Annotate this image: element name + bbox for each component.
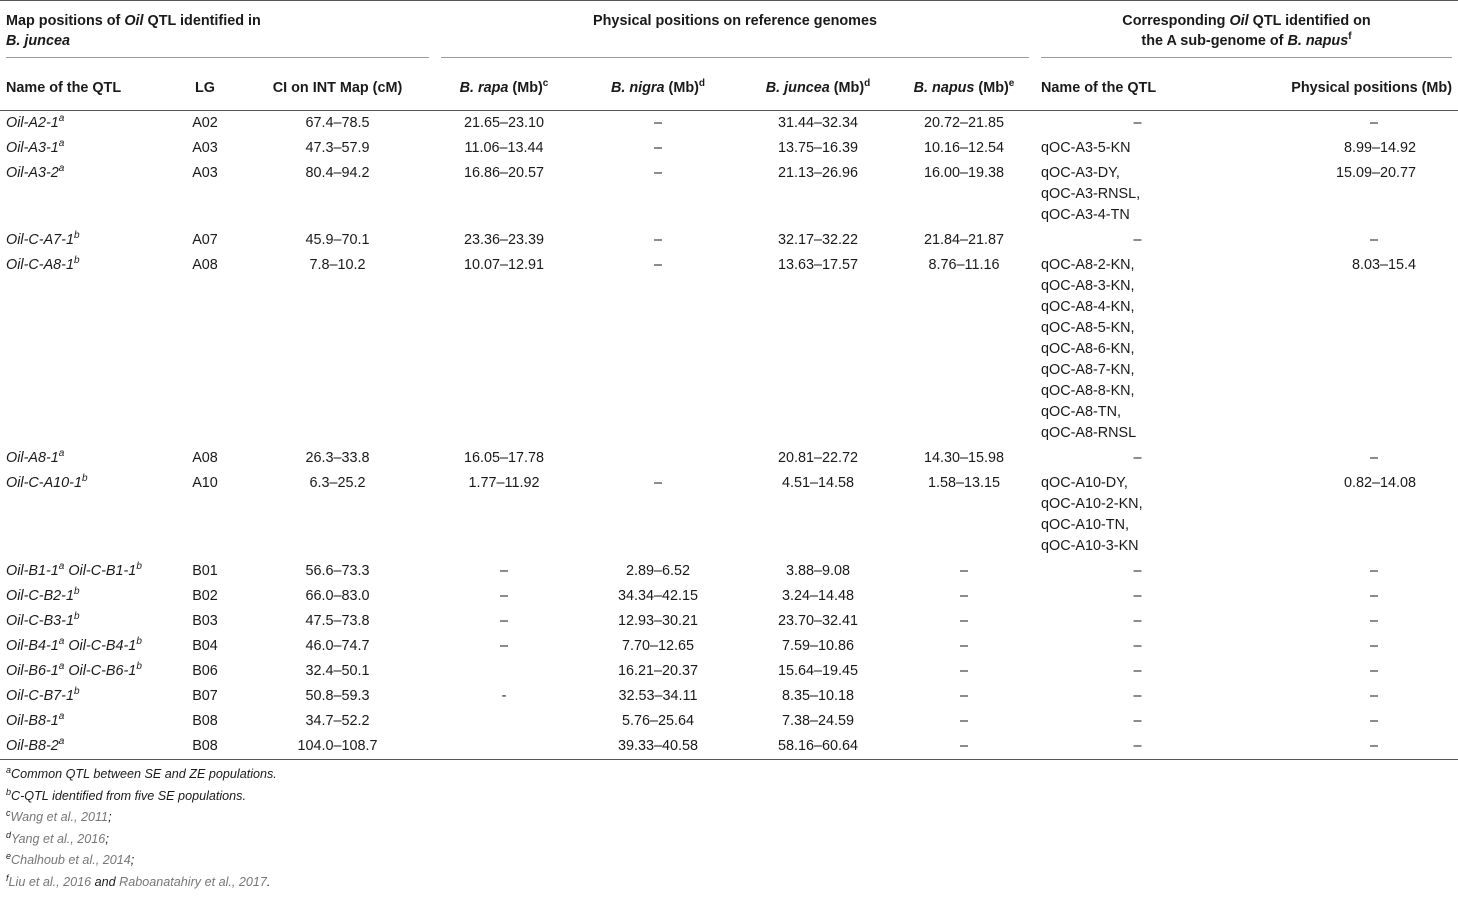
napus-qtl-name: qOC-A8-4-KN, — [1041, 299, 1135, 315]
napus-qtl-name: qOC-A8-RNSL — [1041, 425, 1137, 441]
cell-phys: – — [1369, 115, 1378, 131]
qtl-name: Oil-C-B1-1 — [68, 563, 137, 579]
table-row — [0, 559, 1458, 584]
cell-phys: 0.82–14.08 — [1343, 475, 1416, 491]
qtl-name: Oil-B4-1 — [6, 638, 59, 654]
napus-qtl-name: qOC-A10-DY, — [1041, 475, 1128, 491]
qtl-name-cell — [0, 228, 170, 253]
cell-rapa: – — [499, 563, 508, 579]
cell-napus-qtl — [1035, 471, 1240, 559]
qtl-name: Oil-C-B2-1 — [6, 588, 74, 604]
table-row — [0, 609, 1458, 634]
col-header-name: Name of the QTL — [6, 80, 122, 96]
napus-qtl-name: qOC-A10-TN, — [1041, 517, 1129, 533]
cell-lg: A07 — [192, 232, 218, 248]
cell-napus-qtl — [1035, 446, 1240, 471]
group-header-map-positions — [0, 1, 435, 68]
qtl-name-cell — [0, 634, 170, 659]
cell-nigra: 2.89–6.52 — [625, 563, 691, 579]
footnote-tail: ; — [130, 853, 135, 867]
cell-phys: – — [1369, 638, 1378, 654]
cell-napus: 14.30–15.98 — [923, 450, 1005, 466]
col-header-qtl: Name of the QTL — [1041, 80, 1157, 96]
column-header-row — [0, 68, 1458, 111]
footnote — [6, 807, 1458, 829]
col-header-lg: LG — [195, 80, 215, 96]
qtl-name: Oil-B1-1 — [6, 563, 59, 579]
cell-juncea: 21.13–26.96 — [777, 165, 859, 181]
footnote-text: C-QTL identified from five SE populations. — [11, 788, 246, 803]
cell-napus-qtl — [1035, 161, 1240, 228]
qtl-name-cell — [0, 253, 170, 446]
napus-qtl-name: qOC-A3-DY, — [1041, 165, 1120, 181]
group1-text-post: QTL identified in — [143, 13, 261, 29]
footnote-mark: b — [73, 255, 80, 267]
cell-juncea: 3.88–9.08 — [785, 563, 851, 579]
footnote-mark: b — [6, 786, 12, 797]
footnote — [6, 872, 1458, 894]
cell-juncea: 7.38–24.59 — [781, 713, 855, 729]
col-header-rapa: B. rapa $(Mb)^c$ — [459, 78, 549, 96]
napus-qtl-name: – — [1133, 588, 1142, 604]
group1-text-pre: Map positions of — [6, 13, 125, 29]
cell-ci: 34.7–52.2 — [305, 713, 370, 729]
qtl-name: Oil-C-B3-1 — [6, 613, 74, 629]
qtl-name-cell — [0, 584, 170, 609]
footnote-mark: b — [81, 473, 88, 485]
cell-rapa: – — [499, 613, 508, 629]
cell-ci: 45.9–70.1 — [305, 232, 370, 248]
napus-qtl-name: qOC-A8-3-KN, — [1041, 278, 1135, 294]
qtl-name: Oil-C-B6-1 — [68, 663, 137, 679]
cell-nigra: – — [653, 475, 662, 491]
napus-qtl-name: qOC-A8-2-KN, — [1041, 257, 1135, 273]
napus-qtl-name: qOC-A10-2-KN, — [1041, 496, 1143, 512]
cell-phys: – — [1369, 450, 1378, 466]
col-header-napus: B. napus $(Mb)^e$ — [913, 78, 1015, 96]
table-row — [0, 161, 1458, 228]
cell-phys: – — [1369, 563, 1378, 579]
footnote-mark: a — [58, 661, 65, 673]
table-footnotes — [0, 764, 1458, 893]
cell-nigra: 5.76–25.64 — [621, 713, 695, 729]
table-row — [0, 584, 1458, 609]
cell-rapa: 21.65–23.10 — [463, 115, 545, 131]
cell-rapa — [435, 659, 573, 684]
table-body — [0, 111, 1458, 760]
cell-phys: – — [1369, 663, 1378, 679]
cell-juncea: 32.17–32.22 — [777, 232, 859, 248]
cell-rapa — [435, 709, 573, 734]
cell-lg: A02 — [192, 115, 218, 131]
cell-nigra: – — [653, 165, 662, 181]
cell-napus: – — [959, 738, 968, 754]
cell-ci: 46.0–74.7 — [305, 638, 370, 654]
cell-lg: B06 — [192, 663, 218, 679]
group-header-row — [0, 1, 1458, 68]
cell-lg: B08 — [192, 713, 218, 729]
footnote — [6, 829, 1458, 851]
cell-juncea: 3.24–14.48 — [781, 588, 855, 604]
cell-lg: B08 — [192, 738, 218, 754]
table-row — [0, 136, 1458, 161]
table-row — [0, 734, 1458, 760]
table-row — [0, 446, 1458, 471]
cell-juncea: 23.70–32.41 — [777, 613, 859, 629]
footnote-text: Common QTL between SE and ZE populations. — [11, 767, 277, 781]
footnote-mark: b — [73, 611, 80, 623]
qtl-name: Oil-A8-1 — [6, 450, 59, 466]
qtl-name: Oil-B8-1 — [6, 713, 59, 729]
qtl-name-cell — [0, 734, 170, 760]
napus-qtl-name: qOC-A10-3-KN — [1041, 538, 1139, 554]
cell-phys: – — [1369, 613, 1378, 629]
cell-rapa: 10.07–12.91 — [463, 257, 545, 273]
cell-napus: – — [959, 563, 968, 579]
napus-qtl-name: – — [1133, 663, 1142, 679]
qtl-name-cell — [0, 659, 170, 684]
table-row — [0, 111, 1458, 137]
cell-juncea: 13.63–17.57 — [777, 257, 859, 273]
cell-nigra: – — [653, 232, 662, 248]
cell-phys: 8.03–15.4 — [1351, 257, 1416, 273]
cell-nigra: 39.33–40.58 — [617, 738, 699, 754]
qtl-name: Oil-C-A7-1 — [6, 232, 74, 248]
qtl-name: Oil-B8-2 — [6, 738, 59, 754]
footnote-mark: c — [6, 807, 11, 818]
cell-lg: A08 — [192, 257, 218, 273]
footnote-mark: a — [58, 561, 65, 573]
cell-napus: – — [959, 663, 968, 679]
footnote-text: Yang et al., 2016 — [11, 831, 106, 846]
qtl-name-cell — [0, 559, 170, 584]
group3-text-italic: Oil — [1229, 13, 1249, 29]
group1-text-italic: Oil — [124, 13, 144, 29]
group2-text: Physical positions on reference genomes — [441, 11, 1029, 58]
cell-ci: 47.3–57.9 — [305, 140, 370, 156]
footnote-mark: d — [6, 829, 12, 840]
cell-ci: 26.3–33.8 — [305, 450, 370, 466]
table-row — [0, 253, 1458, 446]
qtl-name: Oil-A3-1 — [6, 140, 59, 156]
napus-qtl-name: – — [1133, 232, 1142, 248]
col-header-nigra: B. nigra $(Mb)^d$ — [610, 78, 706, 96]
cell-phys: – — [1369, 232, 1378, 248]
cell-nigra: 12.93–30.21 — [617, 613, 699, 629]
cell-phys: 15.09–20.77 — [1335, 165, 1416, 181]
qtl-name-cell — [0, 161, 170, 228]
cell-lg: B03 — [192, 613, 218, 629]
cell-lg: A08 — [192, 450, 218, 466]
qtl-name: Oil-B6-1 — [6, 663, 59, 679]
cell-lg: A10 — [192, 475, 218, 491]
qtl-name: Oil-C-A8-1 — [6, 257, 74, 273]
napus-qtl-name: qOC-A8-7-KN, — [1041, 362, 1135, 378]
cell-napus: – — [959, 688, 968, 704]
cell-napus: – — [959, 588, 968, 604]
napus-qtl-name: – — [1133, 563, 1142, 579]
table-row — [0, 471, 1458, 559]
table-row — [0, 684, 1458, 709]
cell-napus: 8.76–11.16 — [928, 257, 1000, 273]
cell-napus-qtl — [1035, 584, 1240, 609]
cell-lg: B01 — [192, 563, 218, 579]
footnote-mark: a — [58, 448, 65, 460]
group-header-corresponding-qtl — [1035, 1, 1458, 68]
napus-qtl-name: qOC-A3-RNSL, — [1041, 186, 1141, 202]
cell-napus: 21.84–21.87 — [923, 232, 1005, 248]
col-header-ci: CI on INT Map (cM) — [272, 80, 403, 96]
cell-napus: 1.58–13.15 — [927, 475, 1001, 491]
cell-napus-qtl — [1035, 253, 1240, 446]
col-header-juncea: B. juncea $(Mb)^d$ — [765, 78, 871, 96]
napus-qtl-name: qOC-A8-6-KN, — [1041, 341, 1135, 357]
group3-text-line2-italic: B. napus — [1287, 33, 1349, 49]
qtl-name-cell — [0, 446, 170, 471]
cell-napus: – — [959, 713, 968, 729]
qtl-name-cell — [0, 136, 170, 161]
qtl-name-cell — [0, 111, 170, 137]
cell-rapa: 23.36–23.39 — [463, 232, 545, 248]
cell-ci: 104.0–108.7 — [297, 738, 378, 754]
footnote — [6, 786, 1458, 808]
cell-phys: – — [1369, 713, 1378, 729]
table-row — [0, 228, 1458, 253]
cell-rapa: – — [499, 638, 508, 654]
cell-ci: 56.6–73.3 — [305, 563, 370, 579]
cell-rapa: – — [499, 588, 508, 604]
footnote-tail: ; — [108, 810, 112, 824]
cell-ci: 6.3–25.2 — [309, 475, 366, 491]
cell-napus-qtl — [1035, 111, 1240, 137]
qtl-name-cell — [0, 609, 170, 634]
cell-juncea: 7.59–10.86 — [781, 638, 855, 654]
cell-nigra: – — [653, 140, 662, 156]
group1-text-line2: B. juncea — [6, 33, 70, 49]
cell-napus: – — [959, 638, 968, 654]
cell-lg: A03 — [192, 140, 218, 156]
cell-ci: 66.0–83.0 — [305, 588, 370, 604]
cell-ci: 80.4–94.2 — [305, 165, 370, 181]
cell-nigra: 7.70–12.65 — [621, 638, 695, 654]
napus-qtl-name: qOC-A8-5-KN, — [1041, 320, 1135, 336]
cell-lg: B07 — [192, 688, 218, 704]
cell-rapa — [435, 734, 573, 760]
cell-juncea: 31.44–32.34 — [777, 115, 859, 131]
footnote-joiner: and — [91, 874, 120, 889]
footnote-mark: b — [73, 686, 80, 698]
footnote-text: Chalhoub et al., 2014 — [11, 853, 131, 867]
napus-qtl-name: – — [1133, 613, 1142, 629]
cell-ci: 47.5–73.8 — [305, 613, 370, 629]
footnote-mark: a — [6, 764, 12, 775]
footnote-mark: e — [6, 850, 12, 861]
footnote-text: Liu et al., 2016 — [8, 874, 92, 889]
napus-qtl-name: qOC-A3-4-TN — [1041, 207, 1130, 223]
cell-napus-qtl — [1035, 559, 1240, 584]
footnote-mark: f — [6, 872, 9, 883]
qtl-name-cell — [0, 709, 170, 734]
footnote — [6, 764, 1458, 786]
group-header-physical-positions — [435, 1, 1035, 68]
footnote-mark: a — [58, 636, 65, 648]
footnote-mark: a — [58, 163, 65, 175]
cell-nigra: – — [653, 257, 662, 273]
footnote-text: Raboanatahiry et al., 2017 — [119, 874, 267, 889]
qtl-name: Oil-A2-1 — [6, 115, 59, 131]
napus-qtl-name: – — [1133, 115, 1142, 131]
napus-qtl-name: qOC-A8-TN, — [1041, 404, 1121, 420]
cell-rapa: 16.05–17.78 — [463, 450, 545, 466]
footnote-mark: a — [58, 113, 65, 125]
cell-lg: A03 — [192, 165, 218, 181]
napus-qtl-name: – — [1133, 638, 1142, 654]
cell-rapa: 11.06–13.44 — [464, 140, 544, 156]
cell-nigra: – — [653, 115, 662, 131]
cell-napus-qtl — [1035, 136, 1240, 161]
cell-ci: 32.4–50.1 — [305, 663, 370, 679]
table-row — [0, 659, 1458, 684]
cell-lg: B02 — [192, 588, 218, 604]
cell-phys: 8.99–14.92 — [1343, 140, 1416, 156]
cell-napus-qtl — [1035, 634, 1240, 659]
group3-text-line2: the A sub-genome of — [1141, 33, 1288, 49]
footnote-text: Wang et al., 2011 — [10, 810, 109, 824]
cell-phys: – — [1369, 588, 1378, 604]
qtl-name-cell — [0, 684, 170, 709]
cell-napus-qtl — [1035, 228, 1240, 253]
cell-ci: 50.8–59.3 — [305, 688, 370, 704]
cell-napus-qtl — [1035, 684, 1240, 709]
footnote-mark: b — [136, 561, 142, 573]
group3-footnote-mark: f — [1348, 31, 1352, 43]
cell-napus-qtl — [1035, 734, 1240, 760]
footnote-mark: b — [73, 230, 80, 242]
qtl-name: Oil-C-A10-1 — [6, 475, 82, 491]
qtl-name-cell — [0, 471, 170, 559]
cell-ci: 67.4–78.5 — [305, 115, 370, 131]
footnote-mark: a — [58, 736, 65, 748]
table-row — [0, 709, 1458, 734]
napus-qtl-name: qOC-A3-5-KN — [1041, 140, 1131, 156]
cell-nigra — [573, 446, 743, 471]
cell-juncea: 58.16–60.64 — [777, 738, 859, 754]
qtl-name: Oil-A3-2 — [6, 165, 59, 181]
table-row — [0, 634, 1458, 659]
cell-phys: – — [1369, 688, 1378, 704]
cell-napus-qtl — [1035, 609, 1240, 634]
napus-qtl-name: – — [1133, 713, 1142, 729]
cell-rapa: 16.86–20.57 — [463, 165, 545, 181]
cell-juncea: 20.81–22.72 — [777, 450, 859, 466]
cell-nigra: 32.53–34.11 — [618, 688, 698, 704]
cell-rapa: - — [501, 688, 507, 704]
cell-lg: B04 — [192, 638, 218, 654]
footnote-tail: ; — [105, 831, 109, 846]
qtl-name: Oil-C-B4-1 — [68, 638, 137, 654]
col-header-phys: Physical positions (Mb) — [1291, 80, 1452, 96]
cell-juncea: 4.51–14.58 — [781, 475, 855, 491]
footnote-mark: b — [136, 636, 142, 648]
napus-qtl-name: – — [1133, 688, 1142, 704]
cell-juncea: 13.75–16.39 — [777, 140, 859, 156]
napus-qtl-name: – — [1133, 450, 1142, 466]
footnote-mark: b — [73, 586, 80, 598]
qtl-name: Oil-C-B7-1 — [6, 688, 74, 704]
cell-ci: 7.8–10.2 — [309, 257, 366, 273]
footnote-mark: a — [58, 138, 65, 150]
cell-nigra: 16.21–20.37 — [617, 663, 699, 679]
footnote-tail: . — [266, 874, 271, 889]
cell-napus-qtl — [1035, 709, 1240, 734]
group3-text-pre: Corresponding — [1122, 13, 1230, 29]
footnote-mark: a — [58, 711, 65, 723]
footnote-mark: b — [136, 661, 142, 673]
napus-qtl-name: qOC-A8-8-KN, — [1041, 383, 1135, 399]
cell-nigra: 34.34–42.15 — [617, 588, 699, 604]
footnote — [6, 850, 1458, 872]
group3-text-post: QTL identified on — [1248, 13, 1371, 29]
cell-napus: 20.72–21.85 — [923, 115, 1005, 131]
cell-napus: 10.16–12.54 — [923, 140, 1005, 156]
cell-juncea: 15.64–19.45 — [777, 663, 859, 679]
napus-qtl-name: – — [1133, 738, 1142, 754]
cell-napus: – — [959, 613, 968, 629]
cell-napus-qtl — [1035, 659, 1240, 684]
cell-rapa: 1.77–11.92 — [468, 475, 540, 491]
cell-napus: 16.00–19.38 — [923, 165, 1005, 181]
cell-juncea: 8.35–10.18 — [781, 688, 855, 704]
cell-phys: – — [1369, 738, 1378, 754]
